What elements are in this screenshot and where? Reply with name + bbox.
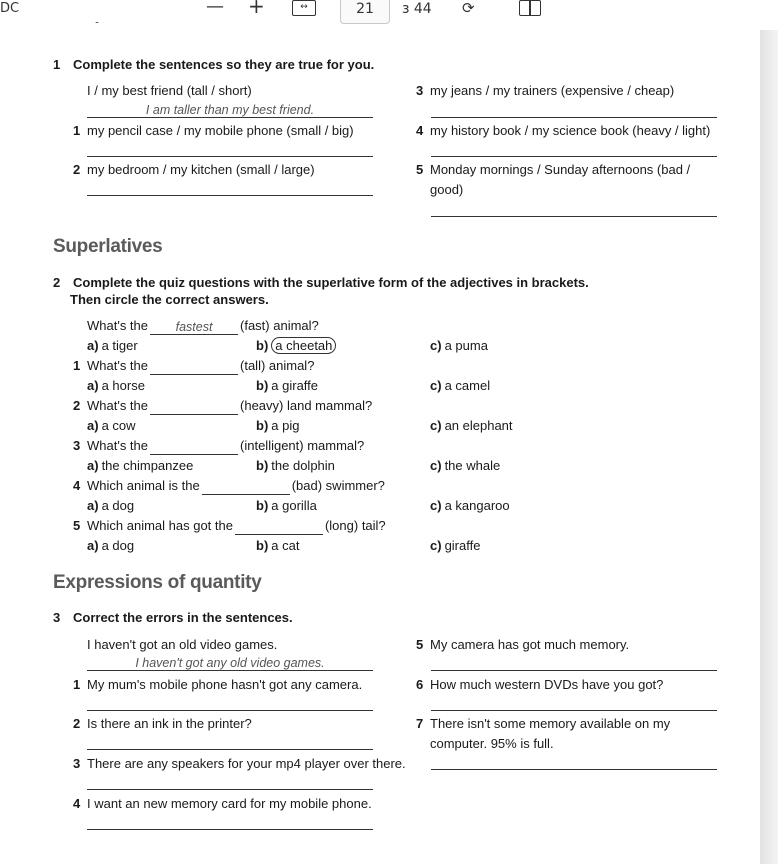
answer-line[interactable] [431,117,717,118]
ex3-item-3: 3 There are any speakers for your mp4 player over there. [73,756,406,771]
ex2-blank[interactable] [150,440,238,455]
two-page-view-icon[interactable] [519,0,541,16]
ex2-q4-option-b[interactable]: b) a gorilla [256,498,317,513]
exercise-1-instruction: 1 Complete the sentences so they are true for you. [53,57,375,72]
ex3-example: I haven't got an old video games. [87,637,278,652]
section-title-quantity: Expressions of quantity [53,572,262,593]
ex2-q2-option-c[interactable]: c) an elephant [430,418,513,433]
answer-line[interactable] [87,749,373,750]
answer-line[interactable] [87,156,373,157]
ex3-item-4: 4 I want an new memory card for my mobile phone. [73,796,372,811]
ex1-item-3: 3 my jeans / my trainers (expensive / cheap) [416,83,675,98]
viewer-toolbar [0,0,778,22]
ex2-question-1: 1 What's the (tall) animal? [73,358,315,373]
ex2-q4-option-c[interactable]: c) a kangaroo [430,498,510,513]
ex2-blank[interactable] [150,360,238,375]
ex2-question-5: 5 Which animal has got the (long) tail? [73,518,386,533]
rotate-icon[interactable]: ⟳ [462,0,475,17]
answer-line [87,670,373,671]
ex1-example: I / my best friend (tall / short) [87,83,252,98]
ex2-q5-option-b[interactable]: b) a cat [256,538,300,553]
ex2-question-4: 4 Which animal is the (bad) swimmer? [73,478,385,493]
ex1-item-2: 2 my bedroom / my kitchen (small / large) [73,162,315,177]
ex2-q5-option-a[interactable]: a) a dog [87,538,135,553]
page-edge [760,30,778,864]
ex2-example-option-c[interactable]: c) a puma [430,338,488,353]
ex2-q1-option-a[interactable]: a) a horse [87,378,145,393]
ex3-item-5: 5 My camera has got much memory. [416,637,630,652]
answer-line[interactable] [87,789,373,790]
exercise-3-instruction: 3 Correct the errors in the sentences. [53,610,293,625]
ex2-example-question: What's the fastest (fast) animal? [87,318,319,334]
ex2-q3-option-b[interactable]: b) the dolphin [256,458,335,473]
ex1-item-1: 1 my pencil case / my mobile phone (small / big) [73,123,354,138]
answer-line[interactable] [87,829,373,830]
ex3-item-1: 1 My mum's mobile phone hasn't got any camera. [73,677,363,692]
answer-line[interactable] [87,195,373,196]
ex3-item-7: 7 There isn't some memory available on my computer. 95% is full. [416,716,671,751]
page-total-label: з 44 [402,1,432,17]
exercise-2-instruction: 2 Complete the quiz questions with the superlative form of the adjectives in brackets. Then circle the correct answers. [53,275,589,307]
ex2-q5-option-c[interactable]: c) giraffe [430,538,481,553]
ex2-q3-option-c[interactable]: c) the whale [430,458,501,473]
ex2-example-option-a[interactable]: a) a tiger [87,338,138,353]
answer-line[interactable] [87,710,373,711]
ex2-q4-option-a[interactable]: a) a dog [87,498,135,513]
answer-line[interactable] [431,710,717,711]
ex2-blank[interactable] [235,520,323,535]
ex1-item-4: 4 my history book / my science book (heavy / light) [416,123,711,138]
ex2-question-2: 2 What's the (heavy) land mammal? [73,398,373,413]
zoom-out-button[interactable]: — [206,0,224,17]
answer-line[interactable] [431,670,717,671]
ex3-item-6: 6 How much western DVDs have you got? [416,677,664,692]
ex2-q2-option-a[interactable]: a) a cow [87,418,136,433]
page-number-input[interactable]: 21 [340,0,390,24]
answer-line [87,117,373,118]
ex3-example-answer: I haven't got any old video games. [135,656,325,670]
ex2-q3-option-a[interactable]: a) the chimpanzee [87,458,194,473]
section-title-superlatives: Superlatives [53,236,163,257]
answer-line[interactable] [431,216,717,217]
ex2-q1-option-c[interactable]: c) a camel [430,378,491,393]
ex2-q1-option-b[interactable]: b) a giraffe [256,378,319,393]
ex2-blank[interactable] [150,400,238,415]
ex1-example-answer: I am taller than my best friend. [145,103,315,117]
zoom-in-button[interactable]: + [248,0,265,18]
ex2-question-3: 3 What's the (intelligent) mammal? [73,438,365,453]
ex2-blank[interactable] [202,480,290,495]
ex2-example-option-b[interactable]: b) a cheetah [256,337,336,355]
answer-line[interactable] [431,769,717,770]
document-label: DC [0,1,20,16]
ex1-item-5: 5 Monday mornings / Sunday afternoons (bad / good) [416,162,691,197]
ex3-item-2: 2 Is there an ink in the printer? [73,716,252,731]
ex2-q2-option-b[interactable]: b) a pig [256,418,300,433]
answer-line[interactable] [431,156,717,157]
fit-width-icon[interactable]: ↔ [292,0,316,16]
